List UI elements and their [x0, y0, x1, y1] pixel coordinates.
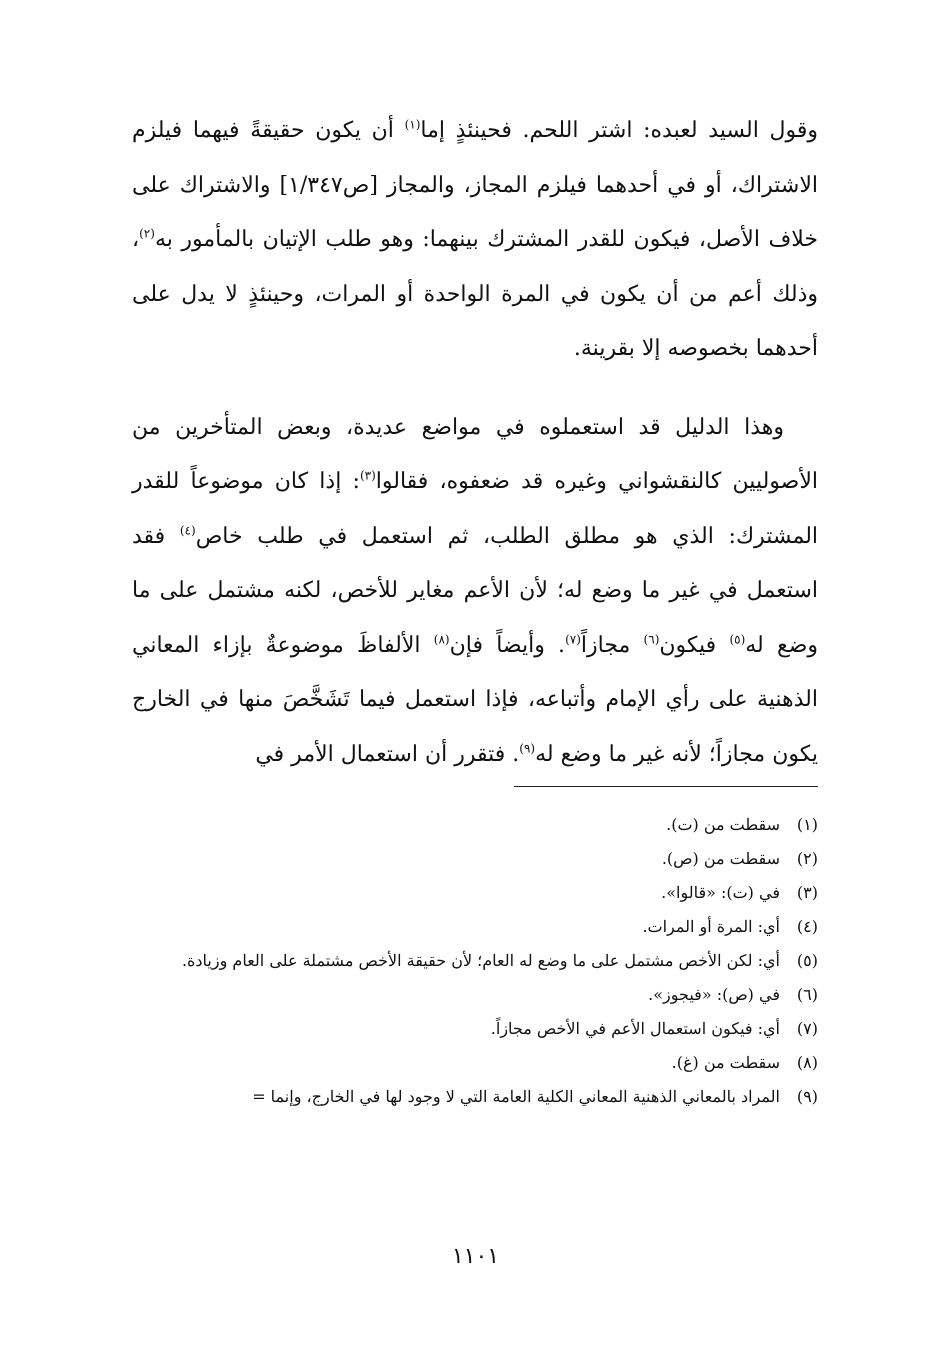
text-segment: فيكون — [659, 632, 730, 658]
footnote-number: (١) — [796, 815, 818, 834]
footnote-3 — [132, 876, 818, 910]
footnote-number: (٦) — [796, 985, 818, 1004]
footnote-text: المراد بالمعاني الذهنية المعاني الكلية العامة التي لا وجود لها في الخارج، وإنما = — [252, 1087, 780, 1106]
footnote-4 — [132, 910, 818, 944]
footnote-text: أي: المرة أو المرات. — [642, 917, 780, 936]
page-number: ١١٠١ — [451, 1244, 500, 1269]
footnote-text: سقطت من (ص). — [661, 849, 780, 868]
text-segment: . وأيضاً فإن — [449, 632, 566, 658]
footnote-ref-4: (٤) — [179, 523, 196, 538]
footnote-text: في (ص): «فيجوز». — [648, 985, 780, 1004]
footnote-text: أي: لكن الأخص مشتمل على ما وضع له العام؛ لأن حقيقة الأخص مشتملة على العام وزيادة. — [181, 951, 780, 970]
text-segment: أن يكون حقيقةً فيهما فيلزم الاشتراك، أو في أحدهما فيلزم المجاز، والمجاز [ص١/٣٤٧] والاشتراك على خلاف الأصل، فيكون للقدر المشترك بينهما: وهو طلب الإتيان بالمأمور به — [132, 118, 818, 252]
footnotes — [132, 808, 818, 1114]
footnote-number: (٥) — [796, 951, 818, 970]
footnote-number: (٣) — [796, 883, 818, 902]
footnote-text: في (ت): «قالوا». — [661, 883, 780, 902]
text-segment: وهذا الدليل قد استعملوه في مواضع عديدة، وبعض المتأخرين من الأصوليين كالنقشواني وغيره قد ضعفوه، فقالوا — [132, 414, 818, 494]
paragraph-2 — [132, 401, 818, 783]
footnote-2 — [132, 842, 818, 876]
footnote-number: (٢) — [796, 849, 818, 868]
footnote-number: (٤) — [796, 917, 818, 936]
footnote-9 — [132, 1080, 818, 1114]
footnote-text: سقطت من (ت). — [666, 815, 780, 834]
footnote-ref-2: (٢) — [139, 226, 155, 241]
text-segment: ، وذلك أعم من أن يكون في المرة الواحدة أو المرات، وحينئذٍ لا يدل على أحدهما بخصوصه إلا بقرينة. — [132, 227, 818, 361]
footnote-ref-7: (٧) — [565, 632, 581, 647]
footnote-number: (٨) — [796, 1053, 818, 1072]
text-segment: مجازاً — [580, 632, 644, 658]
footnote-text: سقطت من (غ). — [671, 1053, 780, 1072]
footnote-ref-5: (٥) — [729, 632, 746, 647]
footnote-6 — [132, 978, 818, 1012]
footnote-ref-6: (٦) — [643, 632, 660, 647]
footnote-7 — [132, 1012, 818, 1046]
footnote-number: (٩) — [796, 1087, 818, 1106]
footnote-number: (٧) — [796, 1019, 818, 1038]
text-segment: الألفاظَ موضوعةٌ بإزاء المعاني الذهنية على رأي الإمام وأتباعه، فإذا استعمل فيما تَشَخَّصَ منها في الخارج يكون مجازاً؛ لأنه غير ما وضع له — [132, 632, 818, 767]
footnote-ref-1: (١) — [404, 117, 421, 132]
text-segment: وقول السيد لعبده: اشتر اللحم. فحينئذٍ إما — [420, 118, 818, 143]
text-segment: فقد استعمل في غير ما وضع له؛ لأن الأعم مغاير للأخص، لكنه مشتمل على ما وضع له — [132, 523, 818, 658]
footnote-5 — [132, 944, 818, 978]
text-segment: . فتقرر أن استعمال الأمر في — [255, 741, 520, 767]
footnote-8 — [132, 1046, 818, 1080]
footnote-ref-9: (٩) — [519, 741, 536, 756]
main-text — [132, 104, 818, 782]
text-segment: : إذا كان موضوعاً للقدر المشترك: الذي هو مطلق الطلب، ثم استعمل في طلب خاص — [132, 469, 819, 549]
footnote-ref-3: (٣) — [359, 468, 376, 483]
footnote-separator — [514, 786, 818, 787]
footnote-ref-8: (٨) — [433, 632, 450, 647]
paragraph-1 — [132, 104, 818, 377]
footnote-text: أي: فيكون استعمال الأعم في الأخص مجازاً. — [490, 1019, 780, 1038]
footnote-1 — [132, 808, 818, 842]
